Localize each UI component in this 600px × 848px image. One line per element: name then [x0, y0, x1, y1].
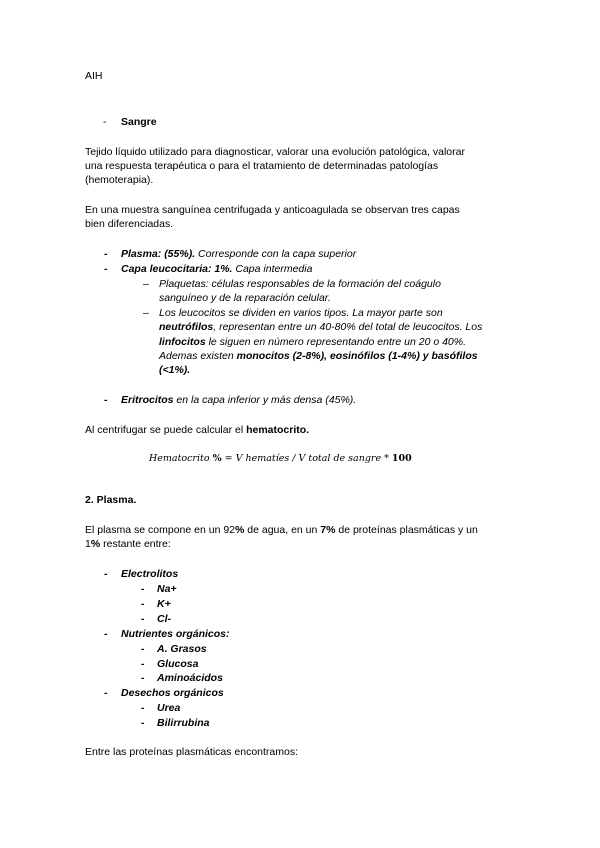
- closing-line: Entre las proteínas plasmáticas encontramos:: [85, 746, 299, 758]
- paragraph-line: bien diferenciadas.: [85, 218, 174, 230]
- paragraph-line: En una muestra sanguínea centrifugada y anticoagulada se observan tres capas: [85, 204, 460, 216]
- paragraph-line: Tejido líquido utilizado para diagnosticar, valorar una evolución patológica, valorar: [85, 146, 465, 158]
- bullet-marker: -: [104, 263, 108, 275]
- bullet-marker: -: [104, 248, 108, 260]
- list-item-desechos: Desechos orgánicos: [121, 687, 224, 699]
- sub-bullet-marker: -: [141, 658, 145, 670]
- list-item-nutrientes: Nutrientes orgánicos:: [121, 628, 230, 640]
- sub-bullet-marker: –: [143, 278, 149, 290]
- sub-bullet-marker: -: [141, 598, 145, 610]
- hematocrito-formula: Hematocrito % = V hematíes / V total de sangre * 100: [149, 453, 412, 464]
- sub-item-plaquetas: Plaquetas: células responsables de la formación del coágulo: [159, 278, 441, 290]
- bullet-marker: -: [104, 687, 108, 699]
- paragraph-line: una respuesta terapéutica o para el tratamiento de determinadas patologías: [85, 160, 439, 172]
- hematocrito-line: Al centrifugar se puede calcular el hematocrito.: [85, 424, 310, 436]
- sub-item-aminoacidos: Aminoácidos: [157, 672, 223, 684]
- sub-item-leucocitos-line4: Ademas existen monocitos (2-8%), eosinófilos (1-4%) y basófilos: [159, 350, 478, 362]
- list-item-capa-leucocitaria: Capa leucocitaria: 1%. Capa intermedia: [121, 263, 313, 275]
- sub-item-k: K+: [157, 598, 171, 610]
- sub-bullet-marker: -: [141, 643, 145, 655]
- sub-item-plaquetas-cont: sanguíneo y de la reparación celular.: [159, 292, 331, 304]
- sub-bullet-marker: -: [141, 702, 145, 714]
- sub-item-glucosa: Glucosa: [157, 658, 199, 670]
- sub-bullet-marker: -: [141, 672, 145, 684]
- section-title-plasma: 2. Plasma.: [85, 494, 137, 506]
- sub-item-grasos: A. Grasos: [157, 643, 207, 655]
- sub-item-na: Na+: [157, 583, 177, 595]
- sub-item-urea: Urea: [157, 702, 181, 714]
- list-item-plasma: Plasma: (55%). Corresponde con la capa superior: [121, 248, 357, 260]
- bullet-marker: -: [104, 568, 108, 580]
- list-item-electrolitos: Electrolitos: [121, 568, 179, 580]
- bullet-marker: -: [104, 628, 108, 640]
- sub-item-cl: Cl-: [157, 613, 171, 625]
- sub-item-bilirrubina: Bilirrubina: [157, 717, 210, 729]
- plasma-intro-line2: 1% restante entre:: [85, 538, 171, 550]
- sub-bullet-marker: –: [143, 307, 149, 319]
- sub-item-leucocitos: Los leucocitos se dividen en varios tipos. La mayor parte son: [159, 307, 443, 319]
- section-dash: -: [103, 116, 107, 128]
- header-code: AIH: [85, 70, 103, 82]
- section-title-sangre: Sangre: [121, 116, 157, 128]
- sub-item-leucocitos-line3: linfocitos le siguen en número representando entre un 20 o 40%.: [159, 336, 467, 348]
- paragraph-line: (hemoterapia).: [85, 174, 154, 186]
- sub-bullet-marker: -: [141, 613, 145, 625]
- bullet-marker: -: [104, 394, 108, 406]
- sub-bullet-marker: -: [141, 583, 145, 595]
- plasma-intro-line1: El plasma se compone en un 92% de agua, en un 7% de proteínas plasmáticas y un: [85, 524, 478, 536]
- sub-item-leucocitos-line5: (<1%).: [159, 364, 191, 376]
- sub-item-leucocitos-line2: neutrófilos, representan entre un 40-80% del total de leucocitos. Los: [159, 321, 483, 333]
- list-item-eritrocitos: Eritrocitos en la capa inferior y más densa (45%).: [121, 394, 357, 406]
- sub-bullet-marker: -: [141, 717, 145, 729]
